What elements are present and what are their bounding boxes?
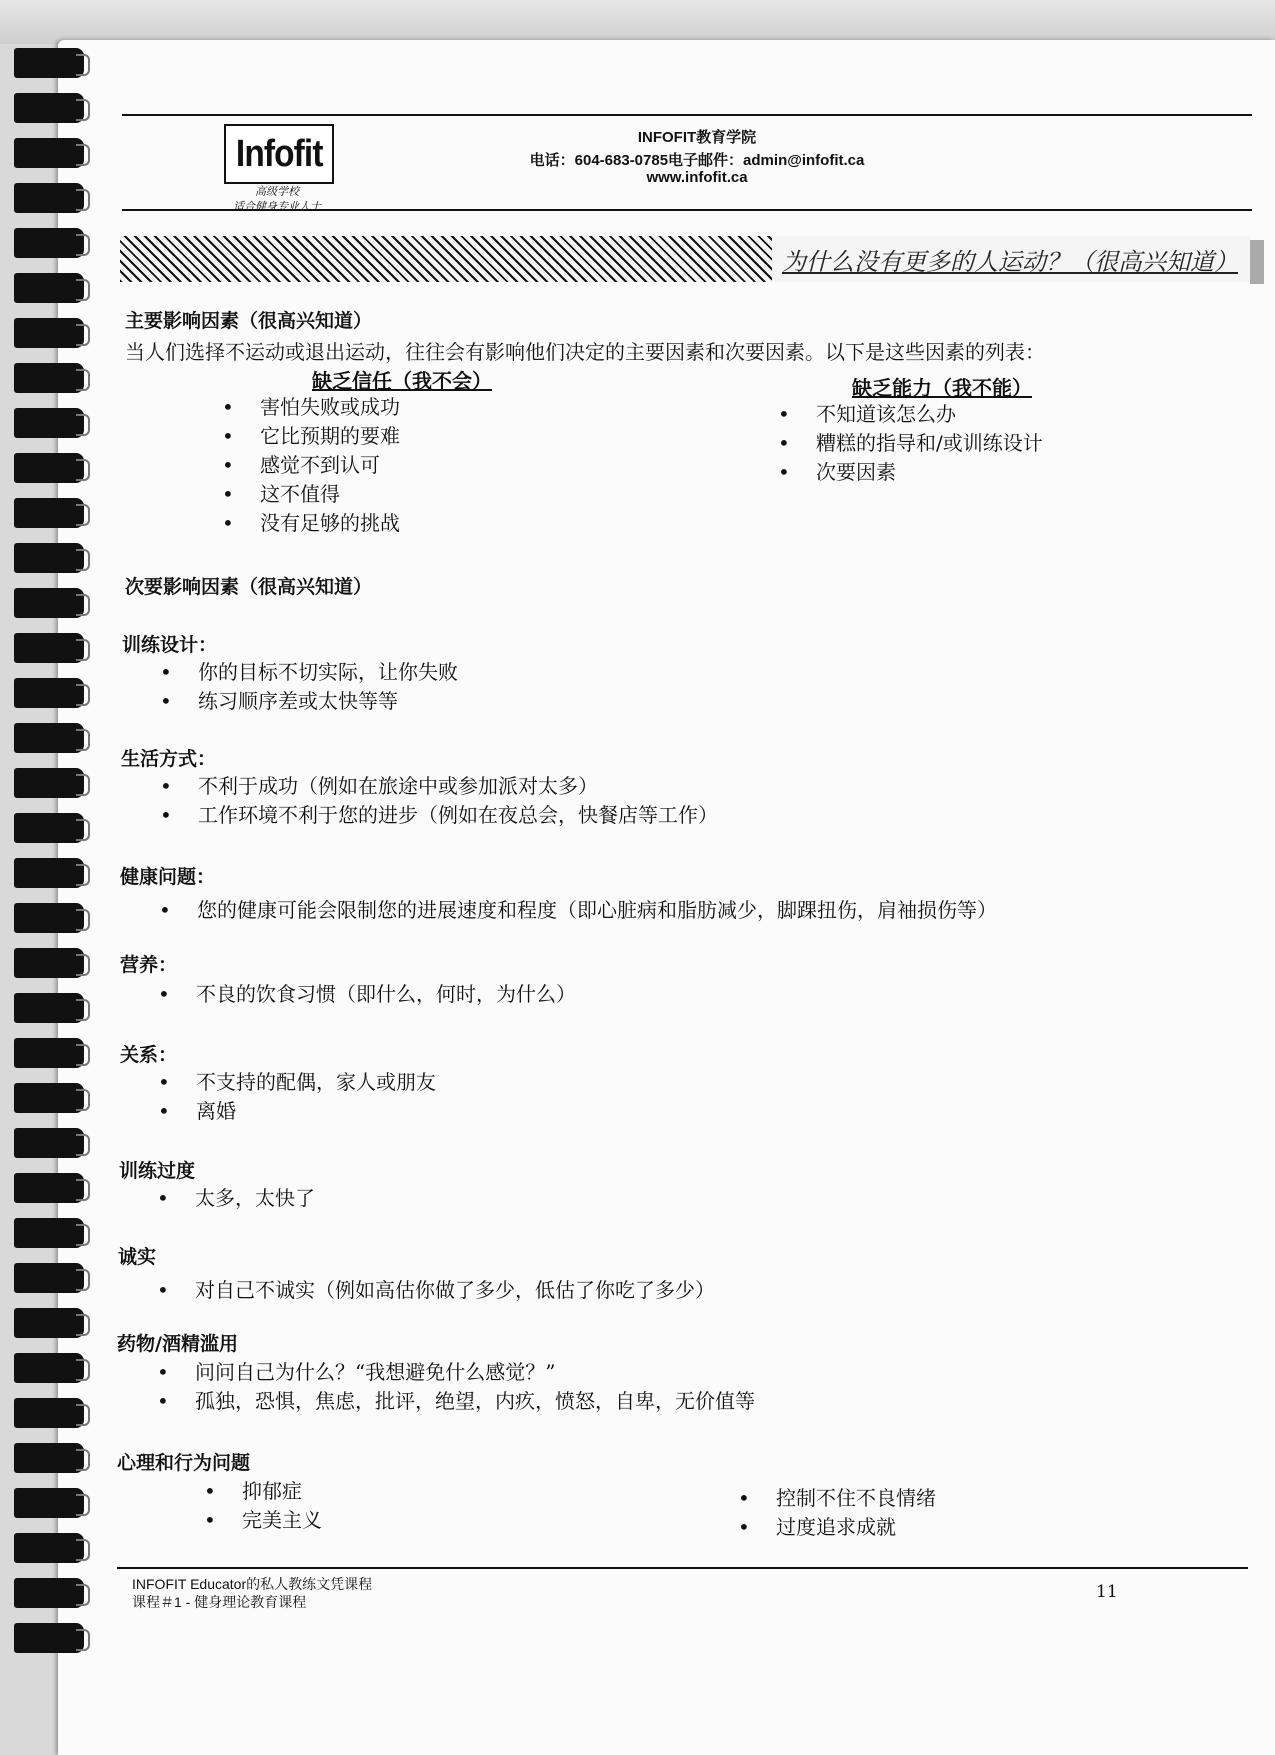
logo-subtitle-2: 适合健身专业人士 — [233, 200, 321, 213]
section-title-substance-abuse: 药物/酒精滥用 — [117, 1333, 238, 1355]
list-item: • 这不值得 — [222, 480, 400, 509]
section-title-honesty: 诚实 — [118, 1246, 157, 1268]
health-list — [159, 896, 997, 925]
secondary-heading: 次要影响因素（很高兴知道） — [125, 576, 373, 598]
binding-coil — [14, 183, 84, 213]
binding-coil — [14, 93, 84, 123]
honesty-list — [157, 1276, 715, 1305]
list-item: • 不知道该怎么办 — [778, 400, 1043, 429]
logo-text: Infofit — [235, 132, 323, 175]
primary-heading: 主要影响因素（很高兴知道） — [125, 310, 373, 332]
binding-coil — [14, 1398, 84, 1428]
list-item: • 练习顺序差或太快等等 — [160, 687, 458, 716]
lack-confidence-title: 缺乏信任（我不会） — [312, 369, 492, 393]
logo-subtitle-1: 高级学校 — [255, 185, 299, 198]
list-item: • 不支持的配偶，家人或朋友 — [158, 1068, 436, 1097]
footer-rule — [117, 1567, 1248, 1569]
list-item: • 它比预期的要难 — [222, 422, 400, 451]
section-title-psychological: 心理和行为问题 — [117, 1452, 251, 1474]
list-item: • 过度追求成就 — [738, 1513, 936, 1542]
binding-coil — [14, 678, 84, 708]
list-item: • 太多，太快了 — [157, 1184, 315, 1213]
binding-coil — [14, 1263, 84, 1293]
binding-coil — [14, 633, 84, 663]
section-title-overtraining: 训练过度 — [119, 1160, 196, 1182]
binding-coil — [14, 1083, 84, 1113]
binding-coil — [14, 1488, 84, 1518]
psychological-list-left — [204, 1477, 322, 1535]
binding-coil — [14, 138, 84, 168]
binding-coil — [14, 1128, 84, 1158]
training-design-list — [160, 658, 458, 716]
lack-ability-list — [778, 400, 1043, 487]
website-link[interactable]: www.infofit.ca — [646, 169, 748, 186]
page-number: 11 — [1096, 1582, 1118, 1602]
overtraining-list — [157, 1184, 315, 1213]
binding-coil — [14, 1038, 84, 1068]
binding-coil — [14, 903, 84, 933]
lack-confidence-list — [222, 393, 400, 538]
binding-coil — [14, 498, 84, 528]
section-banner — [120, 236, 1250, 282]
binding-coil — [14, 588, 84, 618]
banner-shadow — [1250, 240, 1264, 284]
scan-background — [0, 0, 1275, 44]
list-item: • 你的目标不切实际，让你失败 — [160, 658, 458, 687]
binding-coil — [14, 1308, 84, 1338]
list-item: • 问问自己为什么？“我想避免什么感觉？” — [157, 1358, 755, 1387]
binding-coil — [14, 273, 84, 303]
list-item: • 离婚 — [158, 1097, 436, 1126]
psychological-list-right — [738, 1484, 936, 1542]
contact-info: 电话：604-683-0785电子邮件：admin@infofit.ca — [529, 152, 865, 169]
infofit-logo — [224, 124, 334, 184]
section-title-lifestyle: 生活方式： — [121, 748, 217, 770]
list-item: • 不利于成功（例如在旅途中或参加派对太多） — [160, 772, 718, 801]
lack-ability-title: 缺乏能力（我不能） — [852, 376, 1032, 400]
list-item: • 糟糕的指导和/或训练设计 — [778, 429, 1043, 458]
spiral-binding — [0, 40, 92, 1660]
binding-coil — [14, 1578, 84, 1608]
org-name: INFOFIT教育学院 — [637, 129, 757, 146]
binding-coil — [14, 1533, 84, 1563]
nutrition-list — [158, 980, 576, 1009]
binding-coil — [14, 1353, 84, 1383]
footer-course-number: 课程＃1 - 健身理论教育课程 — [132, 1594, 307, 1610]
binding-coil — [14, 723, 84, 753]
list-item: • 害怕失败或成功 — [222, 393, 400, 422]
section-title-relationships: 关系： — [120, 1044, 178, 1066]
list-item: • 您的健康可能会限制您的进展速度和程度（即心脏病和脂肪减少，脚踝扭伤，肩袖损伤等） — [159, 896, 997, 925]
list-item: • 完美主义 — [204, 1506, 322, 1535]
section-title-training-design: 训练设计： — [122, 634, 218, 656]
list-item: • 工作环境不利于您的进步（例如在夜总会，快餐店等工作） — [160, 801, 718, 830]
binding-coil — [14, 363, 84, 393]
binding-coil — [14, 813, 84, 843]
binding-coil — [14, 48, 84, 78]
relationships-list — [158, 1068, 436, 1126]
binding-coil — [14, 228, 84, 258]
binding-coil — [14, 408, 84, 438]
list-item: • 控制不住不良情绪 — [738, 1484, 936, 1513]
header-top-rule — [122, 114, 1252, 116]
list-item: • 不良的饮食习惯（即什么，何时，为什么） — [158, 980, 576, 1009]
list-item: • 没有足够的挑战 — [222, 509, 400, 538]
binding-coil — [14, 1218, 84, 1248]
list-item: • 对自己不诚实（例如高估你做了多少，低估了你吃了多少） — [157, 1276, 715, 1305]
binding-coil — [14, 1623, 84, 1653]
list-item: • 次要因素 — [778, 458, 1043, 487]
binding-coil — [14, 543, 84, 573]
banner-title: 为什么没有更多的人运动？（很高兴知道） — [772, 236, 1250, 282]
substance-abuse-list — [157, 1358, 755, 1416]
list-item: • 抑郁症 — [204, 1477, 322, 1506]
lifestyle-list — [160, 772, 718, 830]
binding-coil — [14, 948, 84, 978]
binding-coil — [14, 453, 84, 483]
binding-coil — [14, 768, 84, 798]
footer-course-name: INFOFIT Educator的私人教练文凭课程 — [132, 1576, 373, 1592]
list-item: • 孤独，恐惧，焦虑，批评，绝望，内疚，愤怒，自卑，无价值等 — [157, 1387, 755, 1416]
section-title-nutrition: 营养： — [120, 954, 178, 976]
binding-coil — [14, 993, 84, 1023]
binding-coil — [14, 1173, 84, 1203]
binding-coil — [14, 1443, 84, 1473]
binding-coil — [14, 858, 84, 888]
primary-intro: 当人们选择不运动或退出运动，往往会有影响他们决定的主要因素和次要因素。以下是这些因素的列表： — [125, 340, 1045, 364]
list-item: • 感觉不到认可 — [222, 451, 400, 480]
binding-coil — [14, 318, 84, 348]
section-title-health: 健康问题： — [120, 866, 216, 888]
